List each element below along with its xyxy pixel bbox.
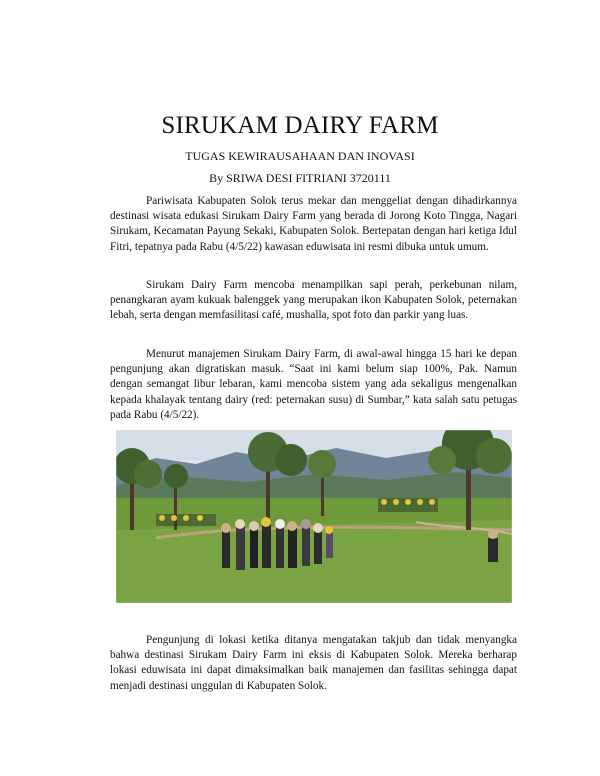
visitor-group-left xyxy=(156,514,216,526)
paragraph-2: Sirukam Dairy Farm mencoba menampilkan sapi perah, perkebunan nilam, penangkaran ayam kukuak balenggek yang merupakan ikon Kabupaten Solok, peternakan lebah, serta dengan memfasilitasi café, mushalla, spot foto dan parkir yang luas. xyxy=(110,279,517,322)
document-title: SIRUKAM DAIRY FARM xyxy=(161,112,439,139)
document-subtitle: TUGAS KEWIRAUSAHAAN DAN INOVASI xyxy=(185,149,415,163)
farm-photo-illustration xyxy=(116,430,512,603)
farm-photo xyxy=(116,430,512,603)
paragraph-4: Pengunjung di lokasi ketika ditanya mengatakan takjub dan tidak menyangka bahwa destinasi Sirukam Dairy Farm ini eksis di Kabupaten Solok. Mereka berharap lokasi eduwisata ini dapat dimaksimalkan baik manajemen dan fasilitas sehingga dapat menjadi destinasi unggulan di Kabupaten Solok. xyxy=(110,634,517,692)
paragraph-3: Menurut manajemen Sirukam Dairy Farm, di awal-awal hingga 15 hari ke depan pengunjung akan digratiskan masuk. “Saat ini kami belum siap 100%, Pak. Namun dengan semangat libur lebaran, kami mencoba sistem yang ada sekaligus mengenalkan kepada khalayak tentang dairy (red: peternakan susu) di Sumbar,” kata salah satu petugas pada Rabu (4/5/22). xyxy=(110,348,517,421)
visitor-group-foreground xyxy=(221,517,333,570)
paragraph-1: Pariwisata Kabupaten Solok terus mekar dan menggeliat dengan dihadirkannya destinasi wisata edukasi Sirukam Dairy Farm yang berada di Jorong Koto Tingga, Nagari Sirukam, Kecamatan Payung Sekaki, Kabupaten Solok. Bertepatan dengan hari ketiga Idul Fitri, tepatnya pada Rabu (4/5/22) kawasan eduwisata ini resmi dibuka untuk umum. xyxy=(110,195,517,253)
author-line: By SRIWA DESI FITRIANI 3720111 xyxy=(209,171,391,185)
visitor-right xyxy=(488,529,498,562)
visitor-group-background xyxy=(378,498,438,512)
